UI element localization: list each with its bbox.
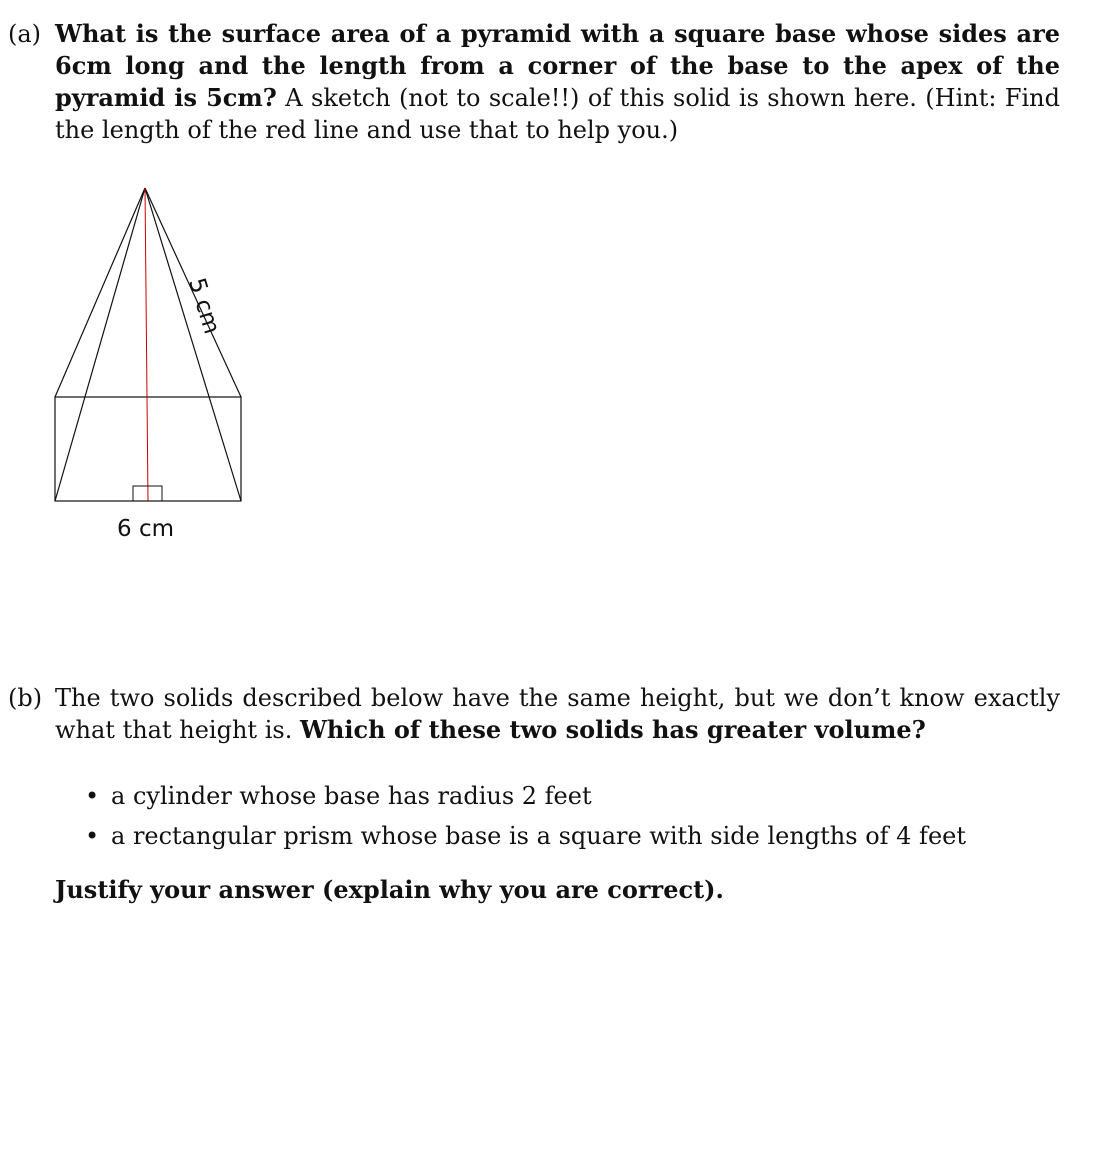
problem-a-label: (a) [8,20,42,48]
lateral-edge-front-left [55,188,145,501]
problem-a-text [55,18,1060,146]
problem-a-hint: A sketch (not to scale!!) of this solid is shown here. (Hint: Find the length of the red line and use that to help you.) [55,84,1060,144]
justify-instruction [55,874,1060,906]
list-item-text: a rectangular prism whose base is a square with side lengths of 4 feet [111,822,966,850]
edge-length-label: 5 cm [183,275,225,338]
problem-b [0,682,1060,906]
slant-height-line [145,188,148,501]
pyramid-sketch [40,178,270,558]
problem-b-question: Which of these two solids has greater volume? [299,715,926,744]
bullet-icon: • [85,822,100,850]
list-item-text: a cylinder whose base has radius 2 feet [111,782,592,810]
pyramid-figure [40,178,270,558]
problem-a [0,18,1060,146]
solids-list [85,780,1060,852]
bullet-icon: • [85,782,100,810]
justify-text: Justify your answer (explain why you are correct). [55,875,724,904]
base-length-label: 6 cm [117,516,174,542]
problem-b-label: (b) [8,684,43,712]
lateral-edge-front-right [145,188,241,501]
problem-a-question: What is the surface area of a pyramid with a square base whose sides are 6cm long and the length from a corner of the base to the apex of the pyramid is 5cm? [55,19,1060,112]
list-item [85,780,1060,812]
list-item [85,820,1060,852]
problem-b-text [55,682,1060,746]
problem-b-intro: The two solids described below have the same height, but we don’t know exactly what that height is. [55,684,1060,744]
lateral-edge-back-left [55,188,145,397]
